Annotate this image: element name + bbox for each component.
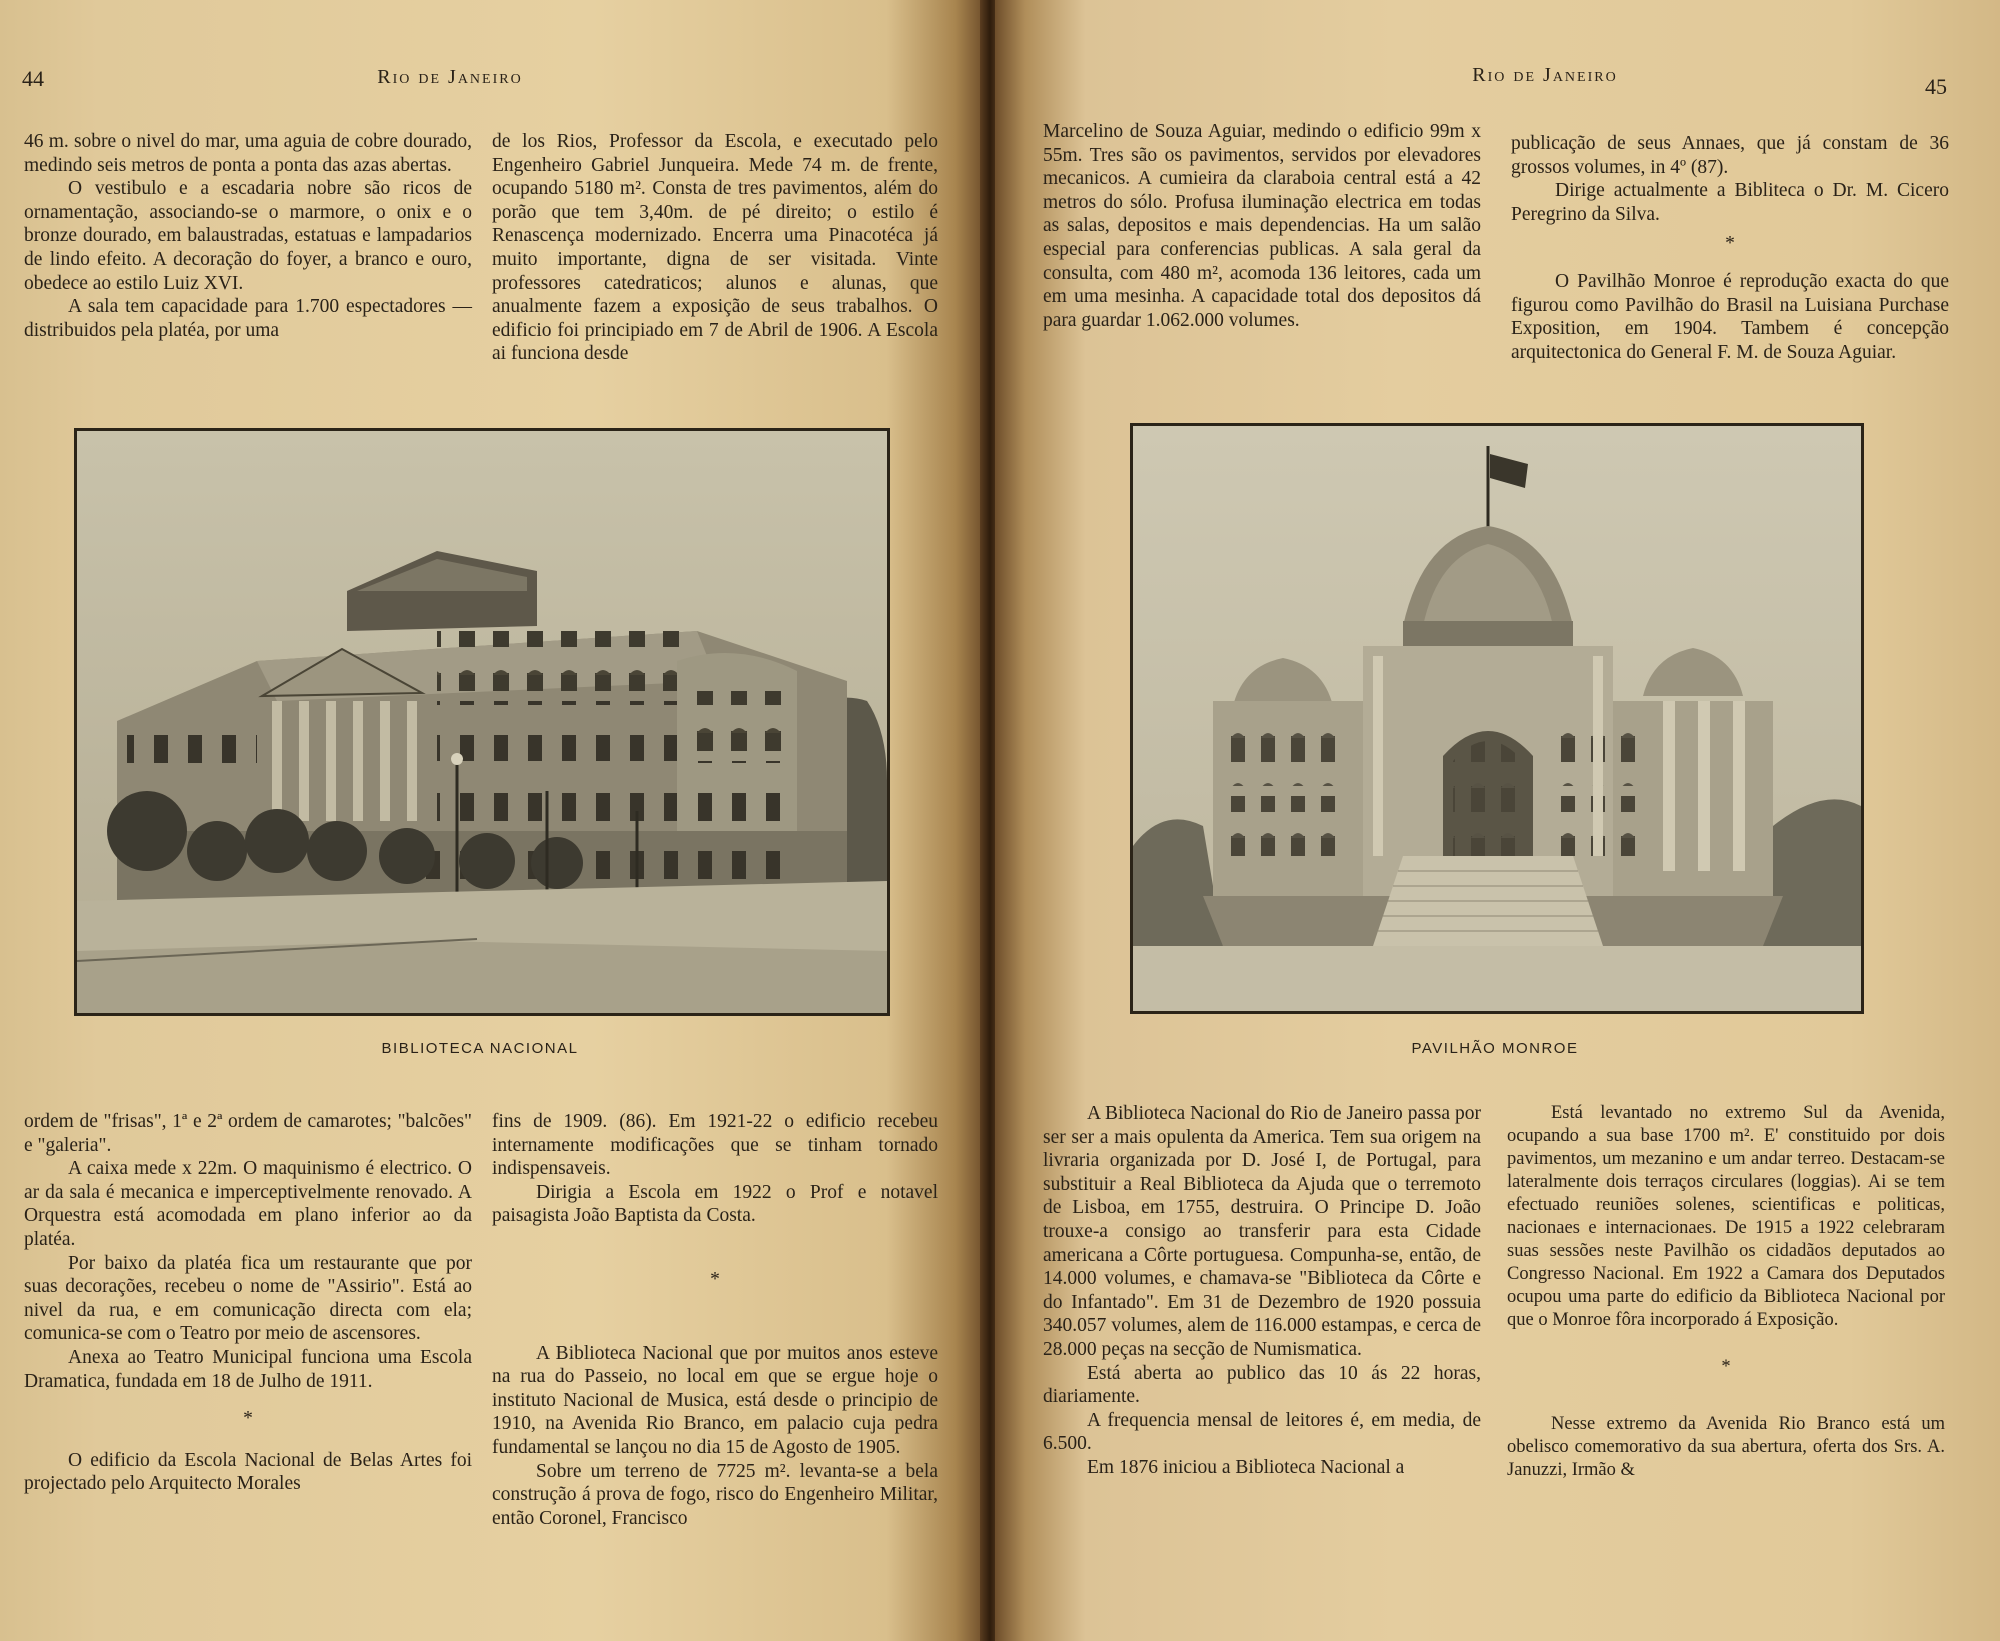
paragraph: Nesse extremo da Avenida Rio Branco está um obelisco comemorativo da sua abertura, oferta dos Srs. A. Januzzi, Irmão & bbox=[1507, 1414, 1945, 1480]
top-column-1 bbox=[24, 130, 472, 342]
running-head: Rio de Janeiro bbox=[1472, 64, 1618, 86]
running-head: Rio de Janeiro bbox=[377, 66, 523, 88]
section-divider: * bbox=[243, 1408, 253, 1430]
photo-caption: PAVILHÃO MONROE bbox=[1411, 1040, 1579, 1057]
paragraph: A sala tem capacidade para 1.700 espectadores — distribuidos pela platéa, por uma bbox=[24, 296, 472, 341]
paragraph: 46 m. sobre o nivel do mar, uma aguia de cobre dourado, medindo seis metros de ponta a ponta das azas abertas. bbox=[24, 131, 472, 176]
section-divider: * bbox=[1725, 233, 1735, 255]
left-page bbox=[0, 0, 985, 1641]
top-column-1 bbox=[1043, 120, 1481, 332]
paragraph: A frequencia mensal de leitores é, em media, de 6.500. bbox=[1043, 1409, 1481, 1455]
top-column-2 bbox=[492, 130, 938, 366]
page-number: 44 bbox=[22, 66, 44, 91]
bottom-column-2 bbox=[492, 1110, 938, 1530]
paragraph: A Biblioteca Nacional do Rio de Janeiro passa por ser ser a mais opulenta da America. Tem sua origem na livraria organizada por D. José I, de Portugal, para substituir a Real Biblioteca da Ajuda que o terremoto de Lisboa, em 1755, destruira. O Principe D. João trouxe-a consigo ao transferir para esta Cidade americana a Côrte portuguesa. Compunha-se, então, de 14.000 volumes, e chamava-se "Biblioteca da Côrte e do Infantado". Em 31 de Dezembro de 1920 possuia 340.057 volumes, alem de 116.000 estampas, e cerca de 28.000 peças na secção de Numismatica. bbox=[1043, 1103, 1481, 1360]
paragraph: publicação de seus Annaes, que já constam de 36 grossos volumes, in 4º (87). bbox=[1511, 133, 1949, 178]
top-column-2 bbox=[1511, 132, 1949, 364]
paragraph: A caixa mede x 22m. O maquinismo é electrico. O ar da sala é mecanica e imperceptivelmente renovado. A Orquestra está acomodada em plano inferior ao da platéa. bbox=[24, 1158, 472, 1250]
paragraph: Dirigia a Escola em 1922 o Prof e notavel paisagista João Baptista da Costa. bbox=[492, 1181, 938, 1227]
right-page bbox=[995, 0, 2000, 1641]
paragraph: Em 1876 iniciou a Biblioteca Nacional a bbox=[1087, 1456, 1405, 1478]
paragraph: Está aberta ao publico das 10 ás 22 horas, diariamente. bbox=[1043, 1362, 1481, 1408]
paragraph: Dirige actualmente a Bibliteca o Dr. M. Cicero Peregrino da Silva. bbox=[1511, 180, 1949, 225]
pavilhao-monroe-photo bbox=[1130, 423, 1864, 1014]
bottom-column-1 bbox=[24, 1110, 472, 1496]
paragraph: ordem de "frisas", 1ª e 2ª ordem de camarotes; "balcões" e "galeria". bbox=[24, 1111, 472, 1156]
paragraph: O vestibulo e a escadaria nobre são ricos de ornamentação, associando-se o marmore, o onix e o bronze dourado, em balaustradas, estatuas e lampadarios de lindo efeito. A decoração do foyer, a branco e ouro, obedece ao estilo Luiz XVI. bbox=[24, 178, 472, 294]
paragraph: Sobre um terreno de 7725 m². levanta-se a bela construção á prova de fogo, risco do Engenheiro Militar, então Coronel, Francisco bbox=[492, 1460, 938, 1529]
section-divider: * bbox=[710, 1268, 720, 1290]
paragraph: Está levantado no extremo Sul da Avenida, ocupando a sua base 1700 m². E' constituido por dois pavimentos, um mezanino e um andar terreo. Destacam-se lateralmente dois terraços circulares (loggias). Ai se tem efectuado reuniões solenes, scientificas e politicas, nacionaes e internacionaes. De 1915 a 1922 celebraram suas sessões neste Pavilhão os cidadãos deputados ao Congresso Nacional. Em 1922 a Camara dos Deputados ocupou uma parte do edificio da Biblioteca Nacional por que o Monroe fôra incorporado á Exposição. bbox=[1507, 1103, 1945, 1330]
paragraph: Anexa ao Teatro Municipal funciona uma Escola Dramatica, fundada em 18 de Julho de 1911. bbox=[24, 1346, 472, 1392]
photo-caption: BIBLIOTECA NACIONAL bbox=[381, 1040, 579, 1057]
bottom-column-2 bbox=[1507, 1102, 1945, 1482]
page-number: 45 bbox=[1925, 74, 1947, 99]
paragraph: Por baixo da platéa fica um restaurante que por suas decorações, recebeu o nome de "Assirio". Está ao nivel da rua, e em comunicação directa com ela; comunica-se com o Teatro por meio de ascensores. bbox=[24, 1252, 472, 1345]
paragraph: O edificio da Escola Nacional de Belas Artes foi projectado pelo Arquitecto Morales bbox=[24, 1449, 472, 1495]
bottom-column-1 bbox=[1043, 1102, 1481, 1480]
paragraph: A Biblioteca Nacional que por muitos anos esteve na rua do Passeio, no local em que se ergue hoje o instituto Nacional de Musica, está desde o principio de 1910, na Avenida Rio Branco, em palacio cuja pedra fundamental se lançou no dia 15 de Agosto de 1905. bbox=[492, 1342, 938, 1458]
paragraph: fins de 1909. (86). Em 1921-22 o edificio recebeu internamente modificações que se tinham tornado indispensaveis. bbox=[492, 1111, 938, 1180]
section-divider: * bbox=[1721, 1357, 1731, 1377]
paragraph: de los Rios, Professor da Escola, e executado pelo Engenheiro Gabriel Junqueira. Mede 74 m. de frente, ocupando 5180 m². Consta de tres pavimentos, além do porão que tem 3,40m. de pé direito; o estilo é Renascença modernizado. Encerra uma Pinacotéca já muito importante, digna de ser visitada. Vinte professores catedraticos; alunos e alunas, que anualmente fazem a exposição de seus trabalhos. O edificio foi principiado em 7 de Abril de 1906. A Escola ai funciona desde bbox=[492, 131, 938, 365]
biblioteca-nacional-photo bbox=[74, 428, 890, 1016]
paragraph: Marcelino de Souza Aguiar, medindo o edificio 99m x 55m. Tres são os pavimentos, servidos por elevadores mecanicos. A cumieira da claraboia central está a 42 metros do sólo. Profusa iluminação electrica em todas as salas, depositos e mais dependencias. Ha um salão especial para conferencias publicas. A sala geral da consulta, com 480 m², acomoda 136 leitores, cada um em uma mesinha. A capacidade total dos depositos dá para guardar 1.062.000 volumes. bbox=[1043, 121, 1481, 331]
paragraph: O Pavilhão Monroe é reprodução exacta do que figurou como Pavilhão do Brasil na Luisiana Purchase Exposition, em 1904. Tambem é concepção arquitectonica do General F. M. de Souza Aguiar. bbox=[1511, 270, 1949, 363]
